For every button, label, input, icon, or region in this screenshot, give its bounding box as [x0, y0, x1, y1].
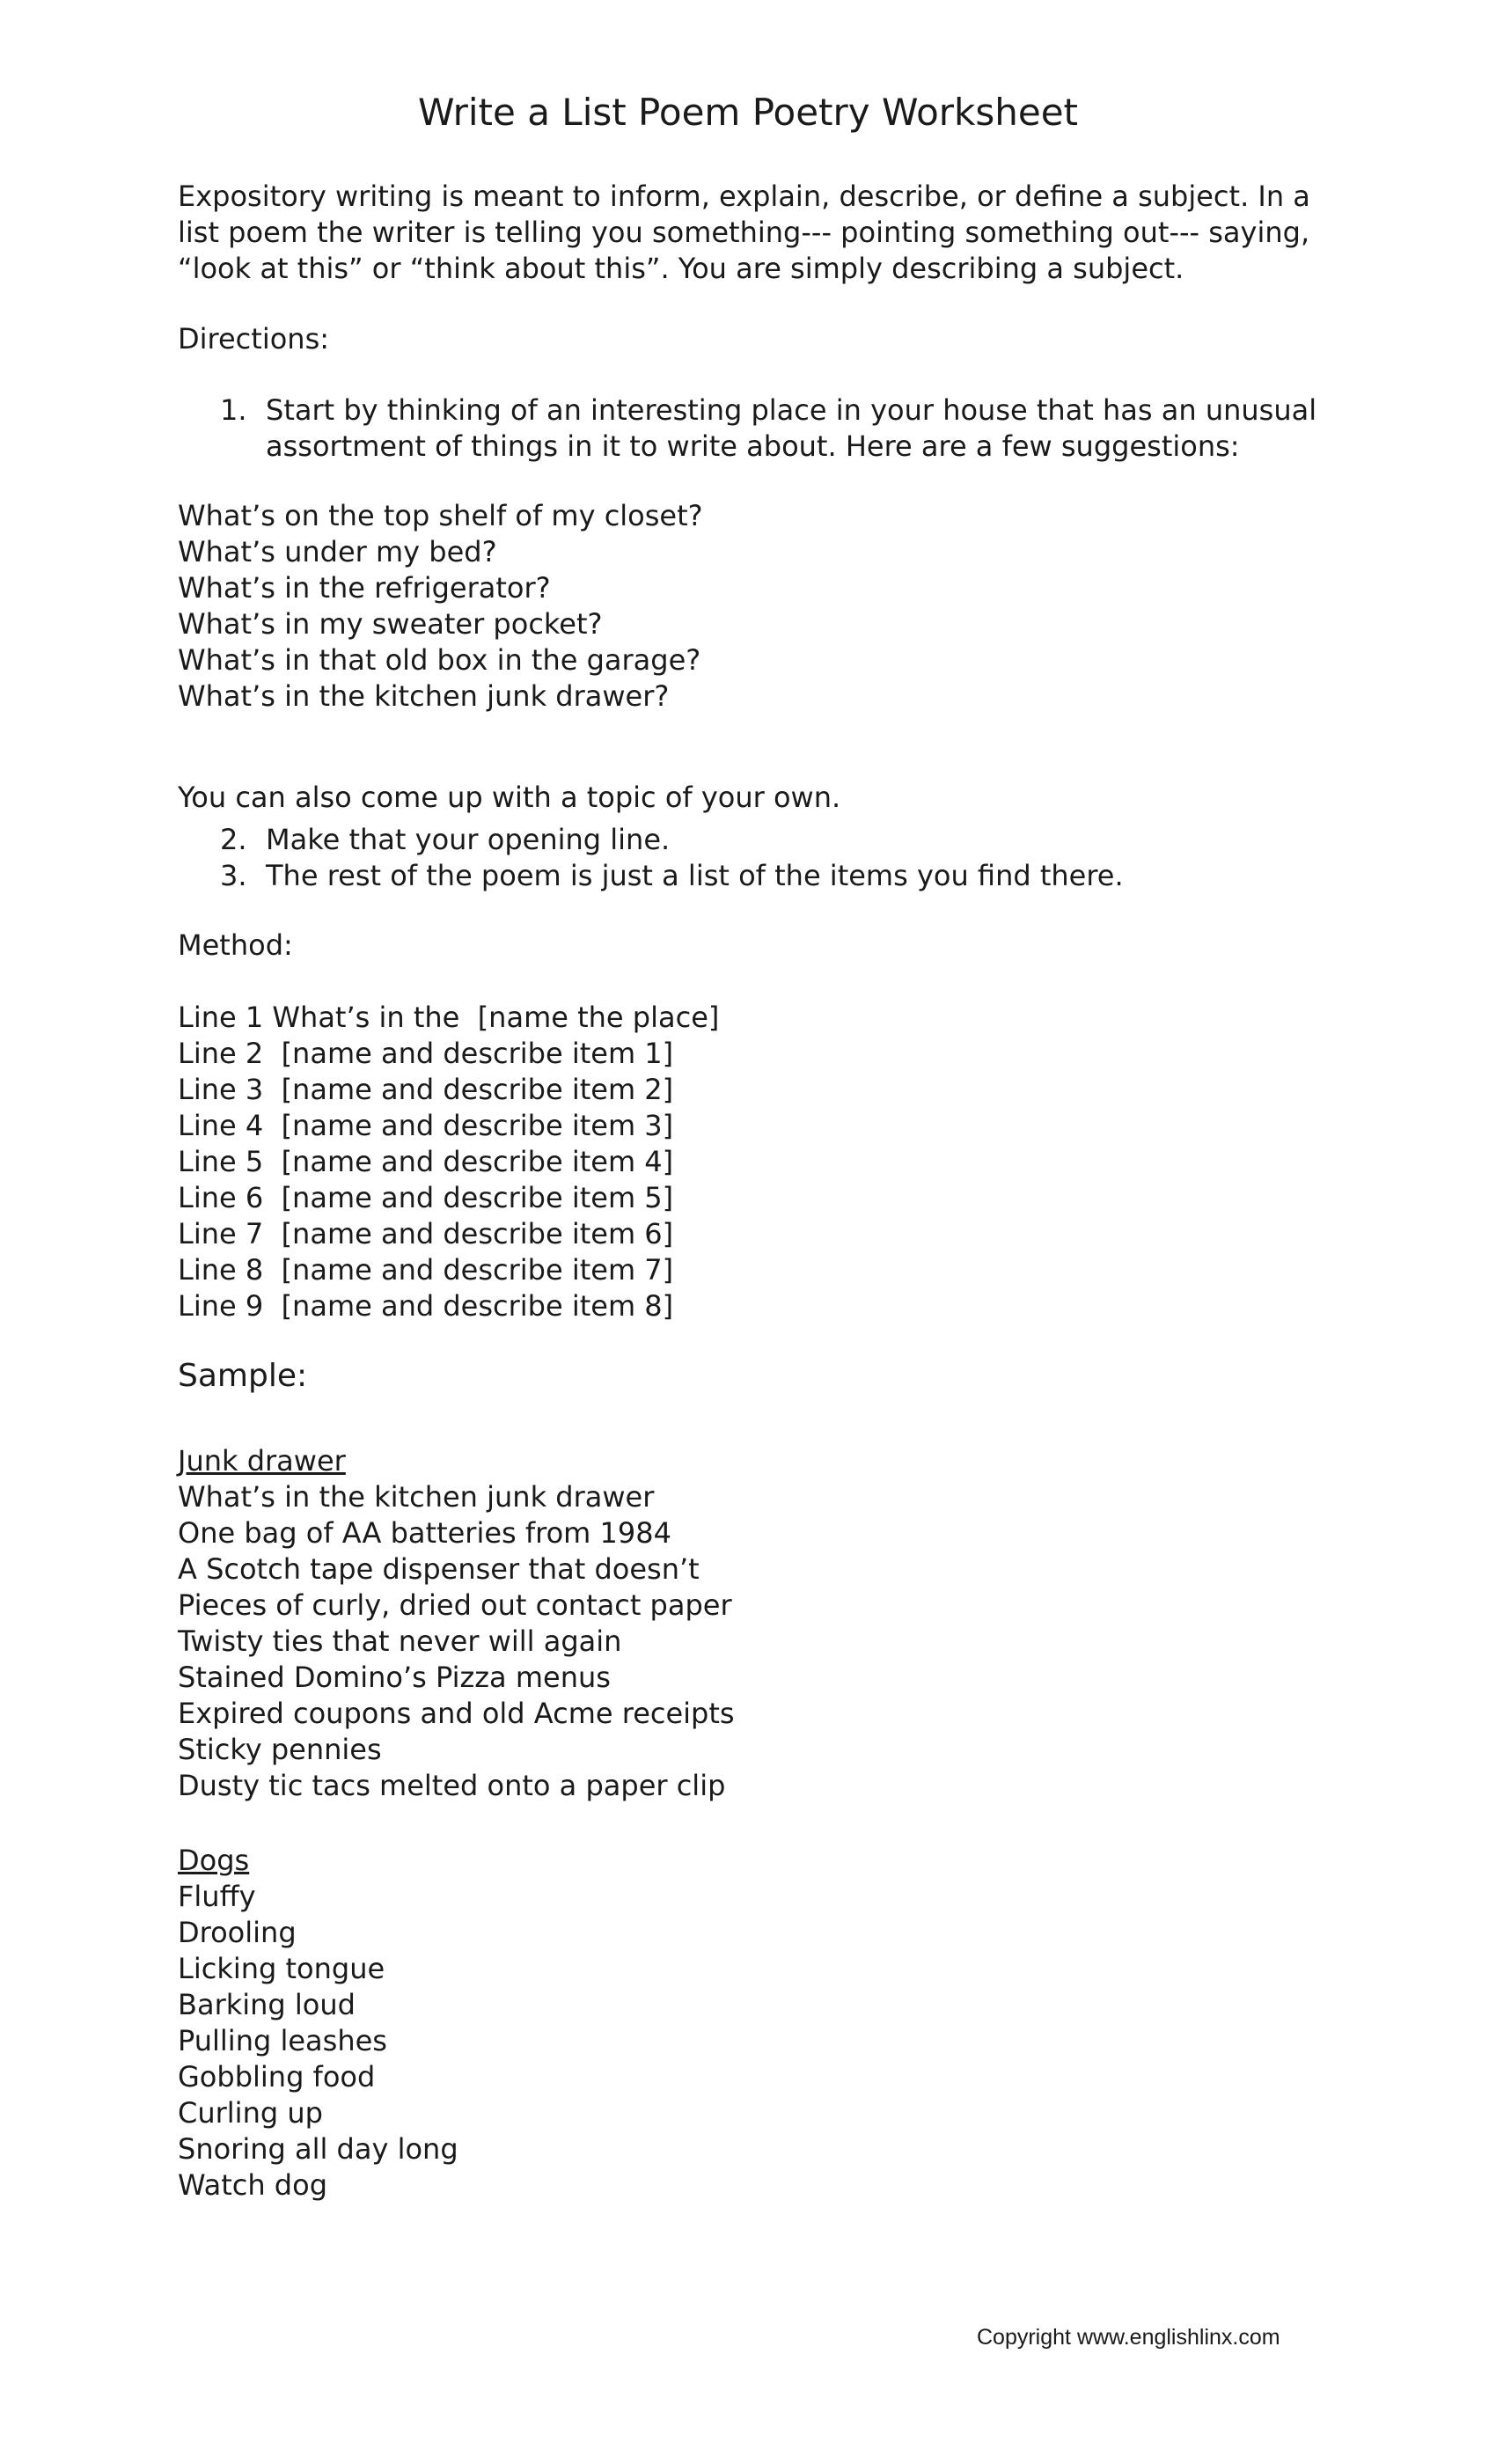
method-line: Line 3 [name and describe item 2]	[178, 1073, 674, 1106]
sample-poem-junk-drawer	[178, 1443, 1339, 1804]
method-line: Line 4 [name and describe item 3]	[178, 1109, 674, 1142]
poem-title: Dogs	[178, 1844, 250, 1877]
method-line: Line 2 [name and describe item 1]	[178, 1037, 674, 1070]
method-line: Line 9 [name and describe item 8]	[178, 1289, 674, 1323]
step-text: Make that your opening line.	[266, 823, 671, 856]
poem-line: Expired coupons and old Acme receipts	[178, 1697, 735, 1730]
poem-line: Twisty ties that never will again	[178, 1624, 622, 1658]
intro-paragraph: Expository writing is meant to inform, explain, describe, or define a subject. In a list poem the writer is telling you something--- pointing something out--- saying, “look at this” or “think about this”. You are simply describing a subject.	[178, 180, 1310, 285]
poem-line: A Scotch tape dispenser that doesn’t	[178, 1552, 700, 1586]
suggestion-item: What’s in the refrigerator?	[178, 571, 551, 605]
poem-line: Dusty tic tacs melted onto a paper clip	[178, 1769, 726, 1802]
direction-step	[178, 392, 1339, 465]
poem-line: Snoring all day long	[178, 2132, 458, 2166]
poem-line: Watch dog	[178, 2168, 327, 2202]
poem-line: Sticky pennies	[178, 1733, 382, 1766]
method-line: Line 5 [name and describe item 4]	[178, 1145, 674, 1178]
poem-title: Junk drawer	[178, 1444, 346, 1478]
poem-line: Pulling leashes	[178, 2024, 387, 2057]
sample-poem-dogs	[178, 1843, 1339, 2204]
method-label: Method:	[178, 928, 293, 962]
step-text: The rest of the poem is just a list of the items you find there.	[266, 859, 1124, 892]
suggestion-item: What’s on the top shelf of my closet?	[178, 499, 703, 532]
suggestion-item: What’s under my bed?	[178, 535, 497, 568]
direction-step	[178, 822, 1339, 858]
poem-line: One bag of AA batteries from 1984	[178, 1516, 671, 1550]
poem-line: Barking loud	[178, 1988, 356, 2021]
poem-line: Gobbling food	[178, 2060, 376, 2094]
poem-line: Licking tongue	[178, 1952, 385, 1985]
own-topic-text: You can also come up with a topic of your own.	[178, 781, 841, 814]
step-number: 1.	[220, 393, 247, 427]
poem-line: What’s in the kitchen junk drawer	[178, 1480, 655, 1514]
sample-label: Sample:	[178, 1358, 308, 1394]
poem-line: Fluffy	[178, 1880, 256, 1913]
copyright-notice: Copyright www.englishlinx.com	[977, 2325, 1280, 2350]
poem-line: Curling up	[178, 2096, 323, 2130]
step-number: 3.	[220, 859, 247, 892]
directions-list-steps-2-3	[178, 822, 1339, 894]
direction-step	[178, 858, 1339, 894]
method-line: Line 7 [name and describe item 6]	[178, 1217, 674, 1250]
suggestion-item: What’s in the kitchen junk drawer?	[178, 679, 670, 713]
directions-label: Directions:	[178, 322, 330, 356]
method-list	[178, 1000, 1339, 1324]
suggestion-list	[178, 498, 1339, 715]
method-line: Line 8 [name and describe item 7]	[178, 1253, 674, 1287]
page-title: Write a List Poem Poetry Worksheet	[417, 91, 1079, 134]
directions-list-step-1	[178, 392, 1339, 465]
poem-line: Drooling	[178, 1916, 297, 1949]
step-number: 2.	[220, 823, 247, 856]
poem-line: Pieces of curly, dried out contact paper	[178, 1588, 732, 1622]
method-line: Line 1 What’s in the [name the place]	[178, 1001, 720, 1034]
suggestion-item: What’s in my sweater pocket?	[178, 607, 603, 641]
method-line: Line 6 [name and describe item 5]	[178, 1181, 674, 1214]
poem-line: Stained Domino’s Pizza menus	[178, 1661, 611, 1694]
suggestion-item: What’s in that old box in the garage?	[178, 643, 701, 677]
step-text: Start by thinking of an interesting place in your house that has an unusual assortment of things in it to write about. Here are a few suggestions:	[266, 393, 1317, 463]
